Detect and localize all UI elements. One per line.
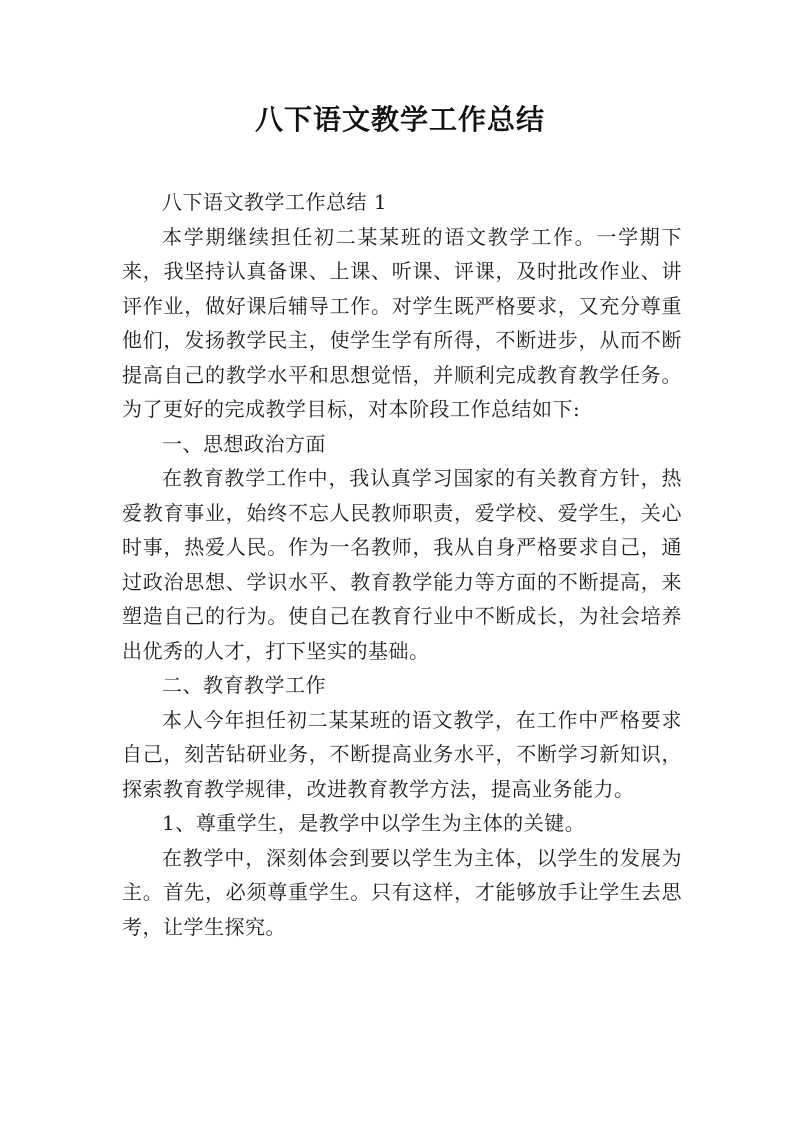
paragraph-respect: 在教学中，深刻体会到要以学生为主体，以学生的发展为主。首先，必须尊重学生。只有这样，才能够放手让学生去思考，让学生探究。 xyxy=(122,845,682,939)
section-heading-political: 一、思想政治方面 xyxy=(162,431,326,456)
paragraph-teaching: 本人今年担任初二某某班的语文教学，在工作中严格要求自己，刻苦钻研业务，不断提高业务水平，不断学习新知识，探索教育教学规律，改进教育教学方法，提高业务能力。 xyxy=(122,707,682,801)
document-title: 八下语文教学工作总结 xyxy=(254,103,545,136)
paragraph-political: 在教育教学工作中，我认真学习国家的有关教育方针，热爱教育事业，始终不忘人民教师职责，爱学校、爱学生，关心时事，热爱人民。作为一名教师，我从自身严格要求自己，通过政治思想、学识水平、教育教学能力等方面的不断提高，来塑造自己的行为。使自己在教育行业中不断成长，为社会培养出优秀的人才，打下坚实的基础。 xyxy=(122,466,682,663)
document-body xyxy=(122,185,682,944)
section-heading-teaching: 二、教育教学工作 xyxy=(162,673,326,697)
section-subtitle: 八下语文教学工作总结 1 xyxy=(162,190,388,214)
subsection-heading-respect: 1、尊重学生，是教学中以学生为主体的关键。 xyxy=(162,811,586,835)
paragraph-intro: 本学期继续担任初二某某班的语文教学工作。一学期下来，我坚持认真备课、上课、听课、评课，及时批改作业、讲评作业，做好课后辅导工作。对学生既严格要求，又充分尊重他们，发扬教学民主，使学生学有所得，不断进步，从而不断提高自己的教学水平和思想觉悟，并顺利完成教育教学任务。为了更好的完成教学目标，对本阶段工作总结如下: xyxy=(122,224,682,421)
